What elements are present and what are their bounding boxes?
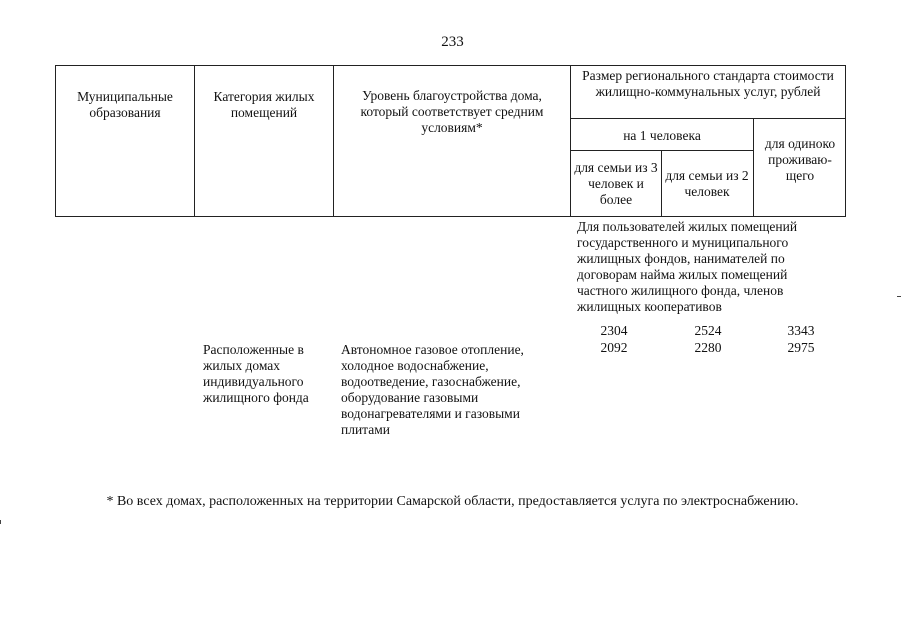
- col-divider-family: [661, 150, 662, 217]
- divider-below-standard: [570, 118, 846, 119]
- col-divider-2: [333, 65, 334, 217]
- header-standard-size: Размер регионального стандарта стоимости жилищно-коммунальных услуг, рублей: [582, 68, 834, 99]
- col-divider-1: [194, 65, 195, 217]
- footnote: * Во всех домах, расположенных на территории Самарской области, предоставляется услуга по электроснабжению.: [106, 494, 799, 509]
- table-left-border: [55, 65, 56, 217]
- table-top-border: [55, 65, 846, 66]
- header-municipalities: Муниципальные образования: [77, 89, 173, 120]
- value-single: 2975: [787, 340, 815, 355]
- value-single: 3343: [787, 323, 815, 338]
- table-right-border: [845, 65, 846, 217]
- page-number: 233: [441, 34, 464, 50]
- section-note: Для пользователей жилых помещений государственного и муниципального жилищных фондов, нанимателей по договорам найма жилых помещений частного жилищного фонда, членов жилищных кооперативов: [577, 219, 798, 314]
- header-single: для одиноко проживаю-щего: [764, 136, 836, 183]
- scan-mark: [0, 520, 1, 524]
- header-category: Категория жилых помещений: [213, 89, 315, 120]
- row-level: Автономное газовое отопление, холодное водоснабжение, водоотведение, газоснабжение, оборудование газовыми водонагревателями и газовыми плитами: [341, 342, 524, 437]
- header-family-2: для семьи из 2 человек: [665, 168, 749, 199]
- value-family-3-plus: 2092: [600, 340, 628, 355]
- value-family-2: 2524: [694, 323, 722, 338]
- table-bottom-border: [55, 216, 846, 217]
- header-level: Уровень благоустройства дома, который соответствует средним условиям*: [360, 88, 544, 135]
- header-family-3-plus: для семьи из 3 человек и более: [574, 160, 658, 207]
- header-per-person: на 1 человека: [623, 128, 701, 143]
- col-divider-3: [570, 65, 571, 217]
- row-category: Расположенные в жилых домах индивидуального жилищного фонда: [203, 342, 309, 405]
- value-family-2: 2280: [694, 340, 722, 355]
- scan-mark: [897, 296, 901, 297]
- value-family-3-plus: 2304: [600, 323, 628, 338]
- col-divider-single: [753, 118, 754, 217]
